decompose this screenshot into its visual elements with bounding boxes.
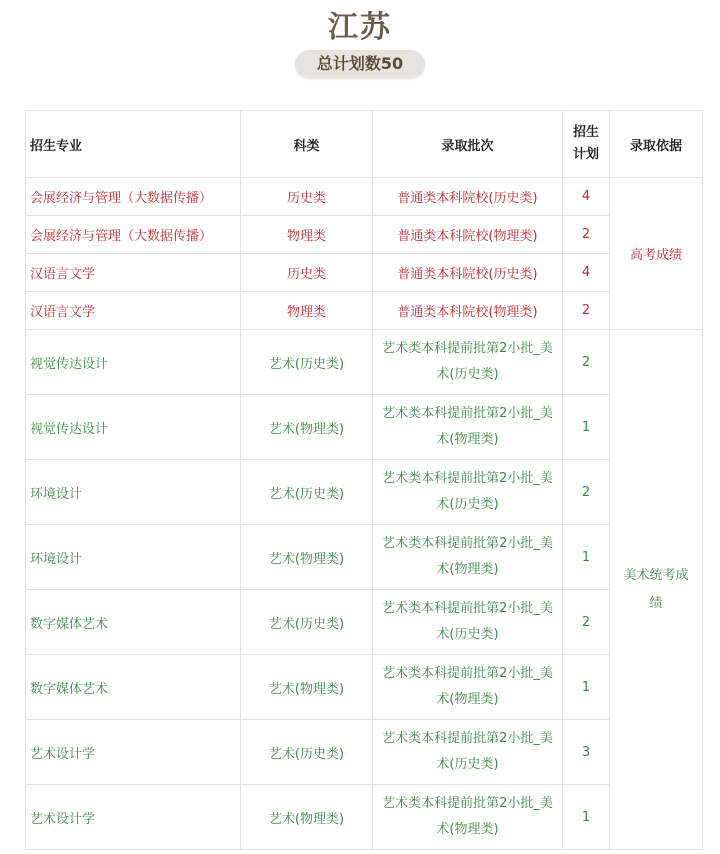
batch-line2: 术(物理类) [436, 822, 499, 837]
table-row [26, 655, 703, 720]
quota-cell: 3 [563, 720, 610, 785]
table-row [26, 525, 703, 590]
basis-cell-art-exam [610, 330, 703, 850]
quota-cell: 1 [563, 395, 610, 460]
quota-cell: 2 [563, 292, 610, 330]
major-cell: 会展经济与管理（大数据传播） [26, 216, 241, 254]
column-header-major: 招生专业 [26, 111, 241, 178]
quota-cell: 4 [563, 178, 610, 216]
admission-plan-table [25, 110, 703, 850]
province-title: 江苏 [328, 10, 392, 45]
major-cell: 会展经济与管理（大数据传播） [26, 178, 241, 216]
major-cell: 数字媒体艺术 [26, 590, 241, 655]
batch-line2: 术(历史类) [436, 497, 499, 512]
batch-line1: 艺术类本科提前批第2小批_美 [382, 601, 553, 616]
category-cell: 物理类 [241, 216, 373, 254]
batch-cell [373, 720, 563, 785]
basis-line1: 美术统考成 [623, 567, 689, 583]
major-cell: 艺术设计学 [26, 785, 241, 850]
column-header-quota-line1: 招生 [572, 125, 599, 140]
table-row [26, 395, 703, 460]
batch-cell [373, 330, 563, 395]
major-cell: 环境设计 [26, 460, 241, 525]
batch-line1: 艺术类本科提前批第2小批_美 [382, 341, 553, 356]
batch-line1: 艺术类本科提前批第2小批_美 [382, 536, 553, 551]
batch-line1: 艺术类本科提前批第2小批_美 [382, 471, 553, 486]
major-cell: 艺术设计学 [26, 720, 241, 785]
batch-line2: 术(历史类) [436, 367, 499, 382]
quota-cell: 2 [563, 460, 610, 525]
category-cell: 艺术(历史类) [241, 460, 373, 525]
batch-cell [373, 525, 563, 590]
batch-cell: 普通类本科院校(物理类) [373, 292, 563, 330]
column-header-basis: 录取依据 [610, 111, 703, 178]
quota-cell: 1 [563, 525, 610, 590]
basis-cell-gaokao: 高考成绩 [610, 178, 703, 330]
quota-cell: 2 [563, 330, 610, 395]
category-cell: 物理类 [241, 292, 373, 330]
batch-cell [373, 460, 563, 525]
table-row [26, 785, 703, 850]
quota-cell: 1 [563, 655, 610, 720]
total-plan-badge: 总计划数50 [295, 50, 425, 78]
batch-line1: 艺术类本科提前批第2小批_美 [382, 666, 553, 681]
batch-line1: 艺术类本科提前批第2小批_美 [382, 796, 553, 811]
basis-line2: 绩 [649, 595, 663, 611]
major-cell: 视觉传达设计 [26, 330, 241, 395]
batch-cell [373, 590, 563, 655]
table-row [26, 720, 703, 785]
column-header-quota-line2: 计划 [572, 147, 599, 162]
major-cell: 环境设计 [26, 525, 241, 590]
major-cell: 视觉传达设计 [26, 395, 241, 460]
batch-cell [373, 655, 563, 720]
batch-line2: 术(历史类) [436, 757, 499, 772]
category-cell: 艺术(历史类) [241, 720, 373, 785]
column-header-category: 科类 [241, 111, 373, 178]
category-cell: 艺术(物理类) [241, 525, 373, 590]
major-cell: 数字媒体艺术 [26, 655, 241, 720]
quota-cell: 1 [563, 785, 610, 850]
column-header-batch: 录取批次 [373, 111, 563, 178]
major-cell: 汉语言文学 [26, 292, 241, 330]
page-header [0, 8, 720, 78]
major-cell: 汉语言文学 [26, 254, 241, 292]
batch-line2: 术(物理类) [436, 432, 499, 447]
table-row [26, 460, 703, 525]
table-row [26, 216, 703, 254]
category-cell: 历史类 [241, 254, 373, 292]
category-cell: 艺术(历史类) [241, 330, 373, 395]
table-header-row [26, 111, 703, 178]
batch-cell [373, 395, 563, 460]
table-row [26, 178, 703, 216]
batch-line2: 术(物理类) [436, 692, 499, 707]
quota-cell: 2 [563, 216, 610, 254]
quota-cell: 4 [563, 254, 610, 292]
batch-cell: 普通类本科院校(物理类) [373, 216, 563, 254]
batch-cell: 普通类本科院校(历史类) [373, 254, 563, 292]
category-cell: 艺术(物理类) [241, 655, 373, 720]
batch-line1: 艺术类本科提前批第2小批_美 [382, 406, 553, 421]
category-cell: 历史类 [241, 178, 373, 216]
batch-line2: 术(物理类) [436, 562, 499, 577]
table-row [26, 292, 703, 330]
batch-line1: 艺术类本科提前批第2小批_美 [382, 731, 553, 746]
category-cell: 艺术(物理类) [241, 785, 373, 850]
batch-cell [373, 785, 563, 850]
quota-cell: 2 [563, 590, 610, 655]
batch-line2: 术(历史类) [436, 627, 499, 642]
category-cell: 艺术(历史类) [241, 590, 373, 655]
batch-cell: 普通类本科院校(历史类) [373, 178, 563, 216]
category-cell: 艺术(物理类) [241, 395, 373, 460]
column-header-quota [563, 111, 610, 178]
table-row [26, 590, 703, 655]
table-row [26, 330, 703, 395]
table-row [26, 254, 703, 292]
